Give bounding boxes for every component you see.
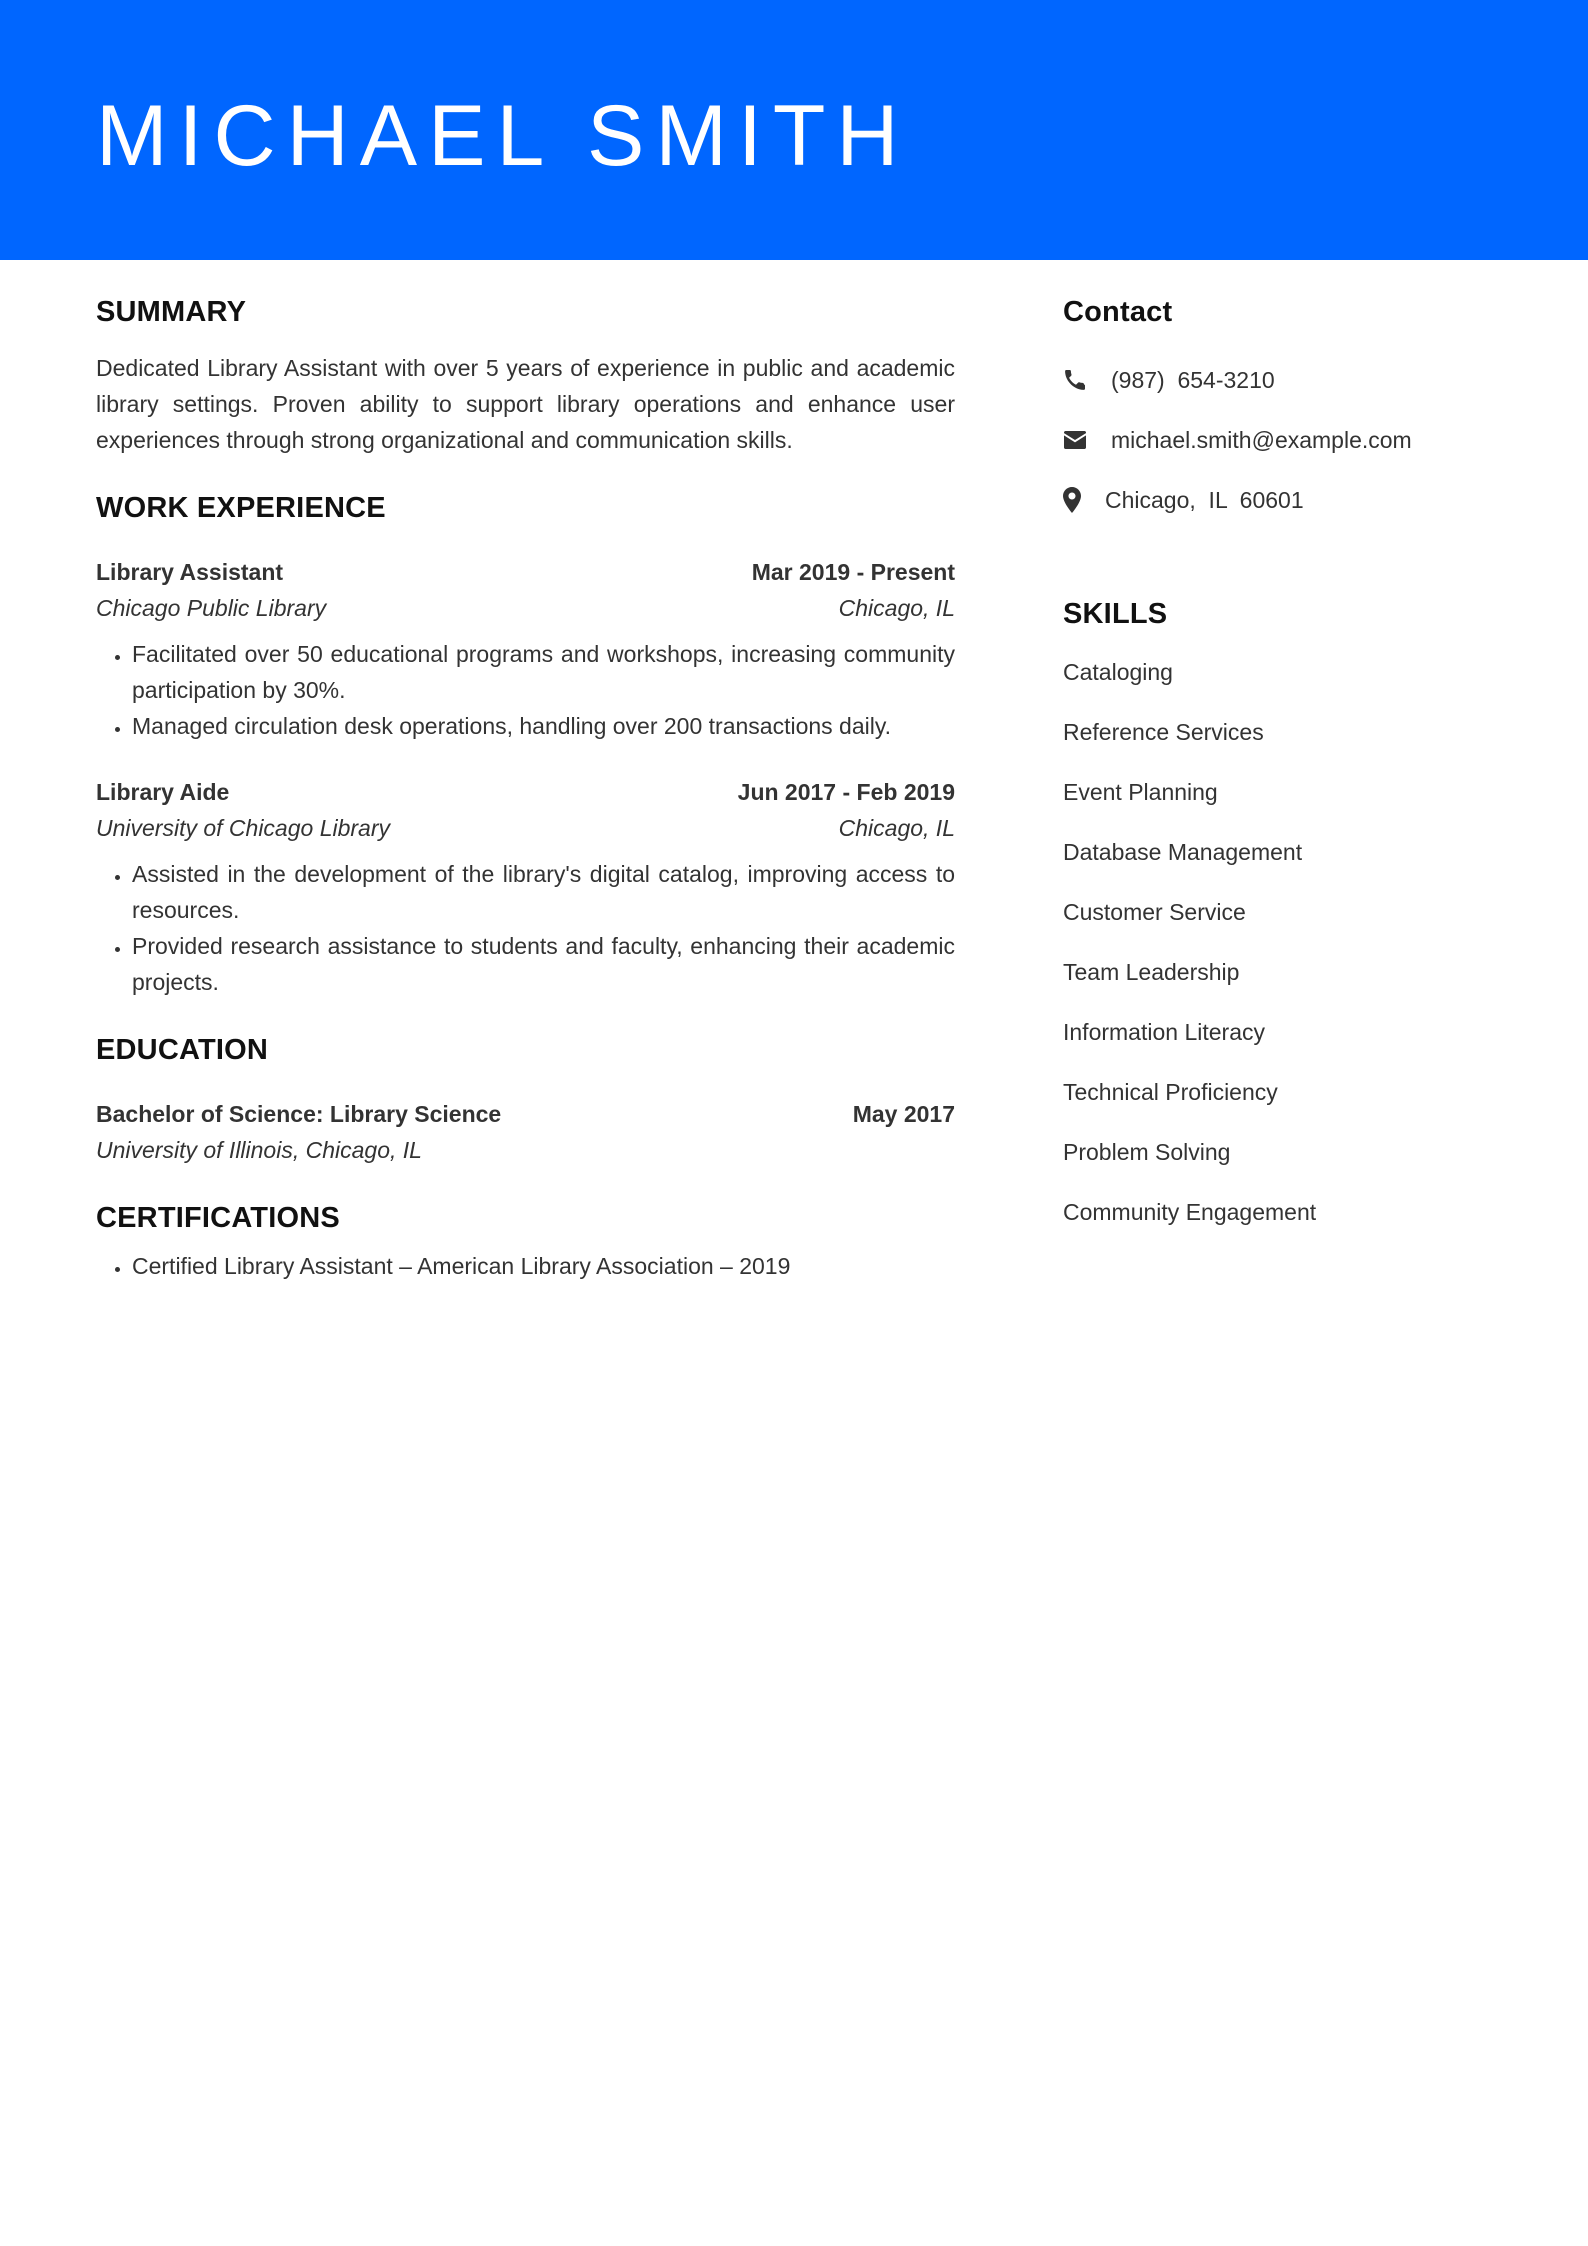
skill-item: Cataloging xyxy=(1063,659,1173,685)
skill-item: Problem Solving xyxy=(1063,1139,1231,1165)
skill-item: Technical Proficiency xyxy=(1063,1079,1278,1105)
contact-section xyxy=(1063,292,1493,518)
job-location: Chicago, IL xyxy=(838,815,955,841)
contact-phone xyxy=(1063,362,1493,398)
job-bullets xyxy=(96,856,955,1000)
skill-item: Information Literacy xyxy=(1063,1019,1265,1045)
job-bullet: • Assisted in the development of the library's digital catalog, improving access to resources. xyxy=(132,856,955,928)
phone-icon xyxy=(1063,362,1111,398)
work-experience-section xyxy=(96,488,955,1000)
summary-section xyxy=(96,292,955,458)
job-dates: Jun 2017 - Feb 2019 xyxy=(737,779,955,805)
certifications-heading: CERTIFICATIONS xyxy=(96,1202,340,1234)
skill-item: Team Leadership xyxy=(1063,959,1240,985)
header-banner xyxy=(0,0,1588,260)
contact-email-text: michael.smith@example.com xyxy=(1111,426,1412,453)
skill-item: Event Planning xyxy=(1063,779,1218,805)
job-bullets xyxy=(96,636,955,744)
skills-section xyxy=(1063,594,1493,1230)
skill-item: Database Management xyxy=(1063,839,1303,865)
skill-item: Customer Service xyxy=(1063,899,1246,925)
skill-item: Community Engagement xyxy=(1063,1199,1317,1225)
candidate-name: MICHAEL SMITH xyxy=(96,88,910,184)
job-entry xyxy=(96,774,955,1000)
contact-list xyxy=(1063,362,1493,518)
graduation-date: May 2017 xyxy=(852,1101,955,1127)
skills-heading: SKILLS xyxy=(1063,598,1168,630)
job-bullet: • Facilitated over 50 educational programs and workshops, increasing community participation by 30%. xyxy=(132,636,955,708)
summary-heading: SUMMARY xyxy=(96,296,247,328)
map-marker-icon xyxy=(1063,482,1105,518)
contact-location xyxy=(1063,482,1493,518)
envelope-icon xyxy=(1063,422,1111,458)
contact-email xyxy=(1063,422,1493,458)
work-experience-heading: WORK EXPERIENCE xyxy=(96,492,386,524)
degree: Bachelor of Science: Library Science xyxy=(96,1101,502,1127)
education-section xyxy=(96,1030,955,1168)
job-bullet: • Managed circulation desk operations, handling over 200 transactions daily. xyxy=(132,708,955,744)
summary-text: Dedicated Library Assistant with over 5 years of experience in public and academic library settings. Proven ability to support library operations and enhance user experiences through strong organizational and communication skills. xyxy=(96,355,955,453)
contact-phone-text: (987) 654-3210 xyxy=(1111,366,1275,393)
contact-location-text: Chicago, IL 60601 xyxy=(1105,486,1304,513)
sidebar-column xyxy=(1063,292,1493,1230)
job-employer: University of Chicago Library xyxy=(96,815,391,841)
main-column xyxy=(96,292,955,1284)
contact-heading: Contact xyxy=(1063,296,1173,328)
skills-list xyxy=(1063,654,1493,1230)
certification-item: • Certified Library Assistant – American Library Association – 2019 xyxy=(132,1248,955,1284)
school: University of Illinois, Chicago, IL xyxy=(96,1137,422,1163)
job-dates: Mar 2019 - Present xyxy=(751,559,955,585)
job-entry xyxy=(96,554,955,744)
job-employer: Chicago Public Library xyxy=(96,595,327,621)
job-title: Library Assistant xyxy=(96,559,284,585)
education-heading: EDUCATION xyxy=(96,1034,269,1066)
education-entry xyxy=(96,1096,955,1168)
certifications-list xyxy=(96,1248,955,1284)
certifications-section xyxy=(96,1198,955,1284)
skill-item: Reference Services xyxy=(1063,719,1264,745)
job-title: Library Aide xyxy=(96,779,230,805)
job-location: Chicago, IL xyxy=(838,595,955,621)
job-bullet: • Provided research assistance to students and faculty, enhancing their academic projects. xyxy=(132,928,955,1000)
